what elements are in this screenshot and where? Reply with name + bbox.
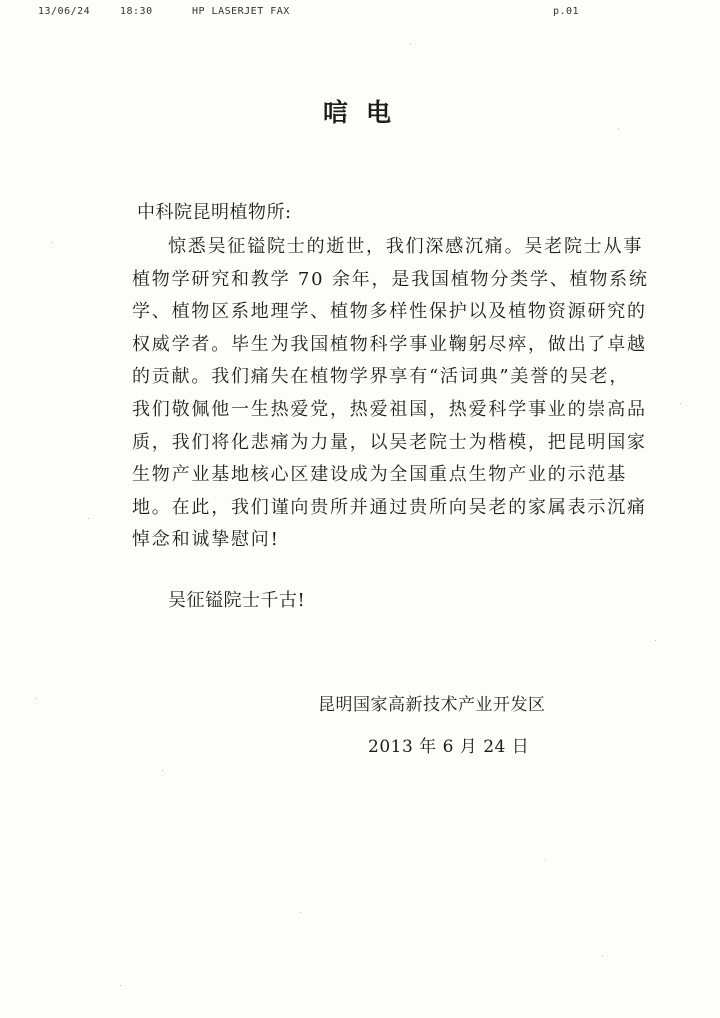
- scan-speck: [162, 770, 163, 771]
- scan-speck: [52, 242, 53, 243]
- scan-speck: [655, 640, 656, 641]
- body-line: 我们敬佩他一生热爱党，热爱祖国，热爱科学事业的崇高品: [132, 398, 647, 420]
- scan-speck: [88, 518, 89, 519]
- body-line: 悼念和诚挚慰问!: [132, 529, 280, 551]
- fax-date: 13/06/24: [38, 6, 91, 17]
- body-line: 惊悉吴征镒院士的逝世，我们深感沉痛。吴老院士从事: [168, 236, 644, 257]
- fax-page-number: p.01: [553, 6, 580, 17]
- letter-closing: 吴征镒院士千古!: [168, 590, 306, 611]
- body-line: 质，我们将化悲痛为力量，以吴老院士为楷模，把昆明国家: [132, 431, 647, 453]
- letter-signature: 昆明国家高新技术产业开发区: [318, 695, 546, 715]
- fax-header: [0, 6, 720, 22]
- scan-speck: [545, 860, 546, 861]
- scan-speck: [120, 985, 121, 986]
- letter-recipient: 中科院昆明植物所:: [137, 202, 292, 223]
- body-line: 权威学者。毕生为我国植物科学事业鞠躬尽瘁，做出了卓越: [132, 333, 647, 355]
- letter-date: 2013 年 6 月 24 日: [368, 737, 530, 757]
- scan-speck: [36, 698, 37, 699]
- body-line: 生物产业基地核心区建设成为全国重点生物产业的示范基: [132, 464, 627, 486]
- scan-speck: [602, 955, 603, 956]
- scan-speck: [618, 128, 619, 129]
- body-line: 的贡献。我们痛失在植物学界享有“活词典”美誉的吴老，: [132, 366, 630, 388]
- body-line: 植物学研究和教学 70 余年，是我国植物分类学、植物系统: [132, 268, 649, 290]
- body-line: 学、植物区系地理学、植物多样性保护以及植物资源研究的: [132, 301, 647, 323]
- fax-device: HP LASERJET FAX: [192, 6, 290, 17]
- scan-speck: [300, 912, 301, 913]
- letter-title: 唁电: [322, 98, 409, 127]
- letter-body: [132, 231, 649, 557]
- fax-time: 18:30: [120, 6, 153, 17]
- scan-speck: [680, 403, 681, 404]
- scan-speck: [410, 44, 411, 45]
- body-line: 地。在此，我们谨向贵所并通过贵所向吴老的家属表示沉痛: [132, 496, 647, 518]
